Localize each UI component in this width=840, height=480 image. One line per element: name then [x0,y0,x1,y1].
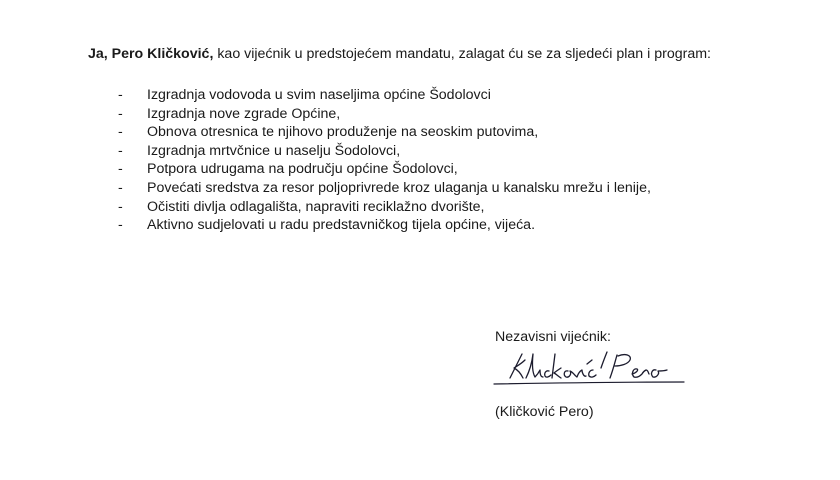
signatory-name: (Kličković Pero) [495,404,594,420]
list-item-text: Potpora udrugama na području općine Šodolovci, [147,161,458,178]
list-item-text: Aktivno sudjelovati u radu predstavničkog tijela općine, vijeća. [147,217,536,234]
bullet-dash: - [118,198,123,215]
bullet-dash: - [118,87,123,103]
list-item [118,198,651,217]
intro-text: kao vijećnik u predstojećem mandatu, zalagat ću se za sljedeći plan i program: [213,46,711,62]
list-item [118,86,651,105]
list-item-text: Izgradnja nove zgrade Općine, [147,105,341,122]
handwritten-signature [492,344,688,386]
list-item-text: Očistiti divlja odlagališta, napraviti reciklažno dvorište, [147,198,485,215]
list-item [118,216,651,235]
list-item [118,142,651,161]
plan-list [118,86,651,235]
bullet-dash: - [118,179,123,196]
bullet-dash: - [118,161,123,178]
list-item [118,179,651,198]
intro-statement [88,46,711,62]
list-item [118,105,651,124]
list-item-text: Izgradnja mrtvčnice u naselju Šodolovci, [147,142,401,159]
bullet-dash: - [118,142,123,159]
bullet-dash: - [118,217,123,234]
list-item-text: Obnova otresnica te njihovo produženje na seoskim putovima, [147,124,539,141]
list-item-text: Izgradnja vodovoda u svim naseljima općine Šodolovci [147,87,491,103]
author-name: Ja, Pero Kličković, [88,46,214,62]
list-item-text: Povećati sredstva za resor poljoprivrede kroz ulaganja u kanalsku mrežu i lenije, [147,179,651,196]
signature-label: Nezavisni vijećnik: [495,329,611,345]
list-item [118,123,651,142]
list-item [118,160,651,179]
bullet-dash: - [118,124,123,141]
bullet-dash: - [118,105,123,122]
